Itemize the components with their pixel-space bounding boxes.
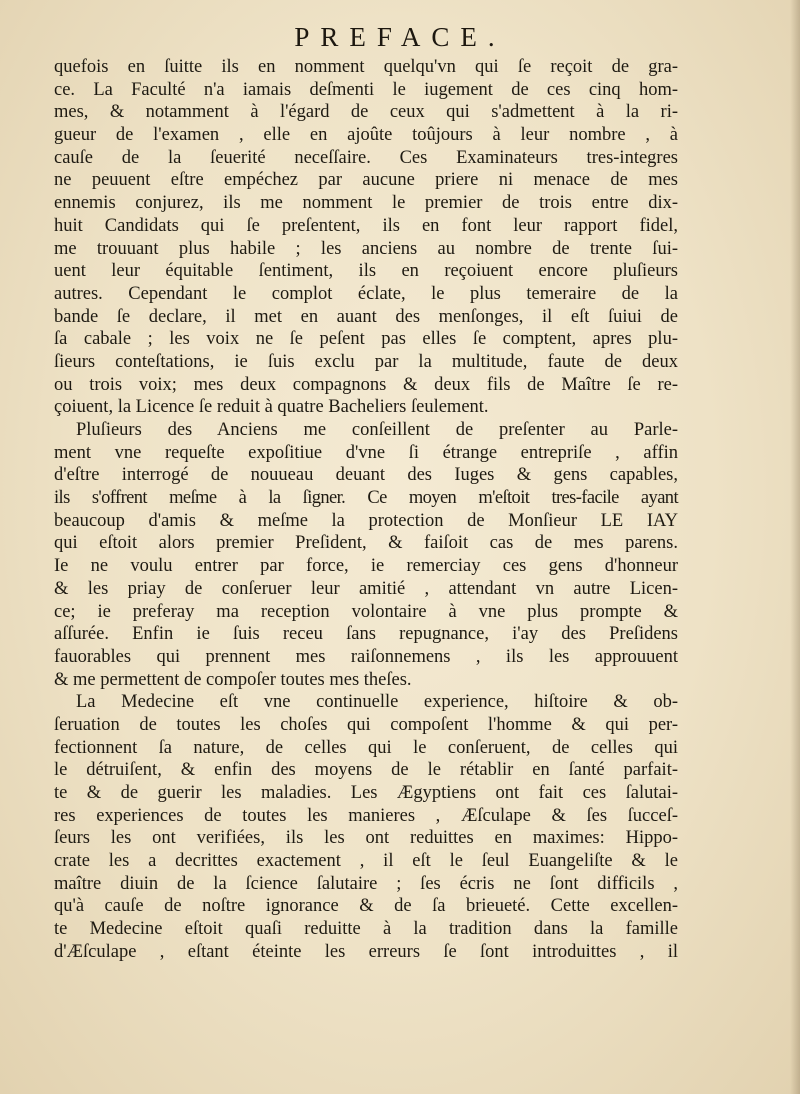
text-line: maître diuin de la ſcience ſalutaire ; ſes écris ne ſont difficils , xyxy=(54,873,678,894)
text-line: La Medecine eſt vne continuelle experience, hiſtoire & ob- xyxy=(76,692,678,713)
text-line: & les priay de conſeruer leur amitié , attendant vn autre Licen- xyxy=(54,578,678,599)
text-line: fauorables qui prennent mes raiſonnemens , ils les approuuent xyxy=(54,646,678,667)
text-line: Ie ne voulu entrer par force, ie remerciay ces gens d'honneur xyxy=(54,556,678,577)
text-line: ſa cabale ; les voix ne ſe peſent pas elles ſe comptent, apres plu- xyxy=(54,329,678,350)
text-line: d'eſtre interrogé de nouueau deuant des Iuges & gens capables, xyxy=(54,465,678,486)
text-line: ils s'offrent meſme à la ſigner. Ce moyen m'eſtoit tres-facile ayant xyxy=(54,488,678,509)
text-line: huit Candidats qui ſe preſentent, ils en font leur rapport fidel, xyxy=(54,215,678,236)
text-line: cauſe de la ſeuerité neceſſaire. Ces Examinateurs tres-integres xyxy=(54,147,678,168)
text-line: bande ſe declare, il met en auant des menſonges, il eſt ſuiui de xyxy=(54,306,678,327)
text-line: te Medecine eſtoit quaſi reduitte à la tradition dans la famille xyxy=(54,919,678,940)
text-line: aſſurée. Enfin ie ſuis receu ſans repugnance, i'ay des Preſidens xyxy=(54,624,678,645)
text-line: uent leur équitable ſentiment, ils en reçoiuent encore pluſieurs xyxy=(54,261,678,282)
text-line: gueur de l'examen , elle en ajoûte toûjours à leur nombre , à xyxy=(54,125,678,146)
text-line: Pluſieurs des Anciens me conſeillent de preſenter au Parle- xyxy=(76,420,678,440)
body-text xyxy=(54,56,678,964)
text-line: beaucoup d'amis & meſme la protection de Monſieur LE IAY xyxy=(54,510,678,531)
running-header: PREFACE. xyxy=(294,22,506,52)
text-line: ce. La Faculté n'a iamais deſmenti le iugement de ces cinq hom- xyxy=(54,79,678,100)
text-line: autres. Cependant le complot éclate, le plus temeraire de la xyxy=(54,283,678,304)
text-line: le détruiſent, & enfin des moyens de le rétablir en ſanté parfait- xyxy=(54,760,678,781)
text-line: & me permettent de compoſer toutes mes theſes. xyxy=(54,669,412,690)
text-line: crate les a decrittes exactement , il eſt le ſeul Euangeliſte & le xyxy=(54,851,678,872)
text-line: çoiuent, la Licence ſe reduit à quatre Bacheliers ſeulement. xyxy=(54,397,489,418)
text-line: ſeurs les ont verifiées, ils les ont reduittes en maximes: Hippo- xyxy=(54,828,678,849)
text-line: ſeruation de toutes les choſes qui compoſent l'homme & qui per- xyxy=(54,714,678,735)
text-line: ment vne requeſte expoſitiue d'vne ſi étrange entrepriſe , affin xyxy=(54,442,678,463)
text-line: ſieurs conteſtations, ie ſuis exclu par la multitude, faute de deux xyxy=(54,351,678,372)
text-line: d'Æſculape , eſtant éteinte les erreurs ſe ſont introduittes , il xyxy=(54,941,678,962)
text-line: me trouuant plus habile ; les anciens au nombre de trente ſui- xyxy=(54,238,678,259)
text-line: fectionnent ſa nature, de celles qui le conſeruent, de celles qui xyxy=(54,737,678,758)
text-line: ennemis conjurez, ils me nomment le premier de trois entre dix- xyxy=(54,193,678,214)
text-line: res experiences de toutes les manieres , Æſculape & ſes ſucceſ- xyxy=(54,805,678,826)
text-line: mes, & notamment à l'égard de ceux qui s'admettent à la ri- xyxy=(54,102,678,123)
text-line: ne peuuent eſtre empéchez par aucune priere ni menace de mes xyxy=(54,170,678,191)
text-line: qui eſtoit alors premier Preſident, & faiſoit cas de mes parens. xyxy=(54,533,678,554)
page-edge-shadow xyxy=(790,0,800,1094)
text-line: qu'à cauſe de noſtre ignorance & de ſa brieueté. Cette excellen- xyxy=(54,896,678,917)
text-line: quefois en ſuitte ils en nomment quelqu'vn qui ſe reçoit de gra- xyxy=(54,57,678,77)
text-line: te & de guerir les maladies. Les Ægyptiens ont fait ces ſalutai- xyxy=(54,783,678,803)
text-line: ou trois voix; mes deux compagnons & deux fils de Maître ſe re- xyxy=(54,374,678,395)
text-line: ce; ie preferay ma reception volontaire à vne plus prompte & xyxy=(54,601,678,622)
